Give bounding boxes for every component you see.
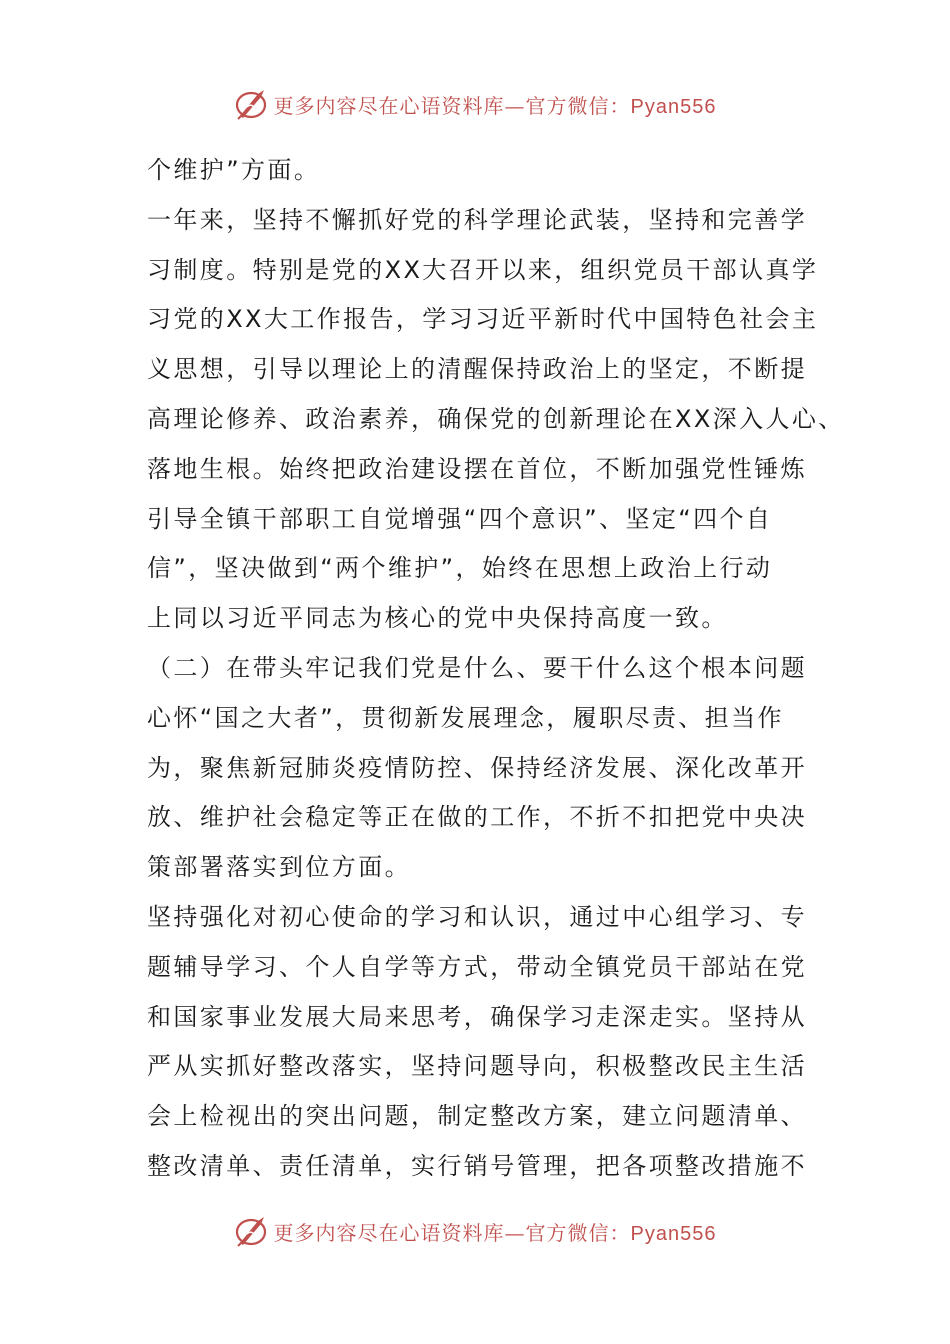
body-line: 上同以习近平同志为核心的党中央保持高度一致。 <box>147 604 728 633</box>
section-heading-line: （二）在带头牢记我们党是什么、要干什么这个根本问题 <box>147 653 807 682</box>
body-line: 一年来，坚持不懈抓好党的科学理论武装，坚持和完善学 <box>147 205 807 234</box>
body-line: 落地生根。始终把政治建设摆在首位，不断加强党性锤炼 <box>147 454 807 483</box>
body-line: 严从实抓好整改落实，坚持问题导向，积极整改民主生活 <box>147 1052 807 1081</box>
body-line: 放、维护社会稳定等正在做的工作，不折不扣把党中央决 <box>147 803 807 832</box>
footer-wechat-id: Pyan556 <box>630 1222 717 1245</box>
body-line: 和国家事业发展大局来思考，确保学习走深走实。坚持从 <box>147 1002 807 1031</box>
body-line: 题辅导学习、个人自学等方式，带动全镇党员干部站在党 <box>147 952 807 981</box>
body-line: 习制度。特别是党的XX大召开以来，组织党员干部认真学 <box>147 255 819 284</box>
footer-banner-label: 更多内容尽在心语资料库—官方微信： <box>273 1220 631 1245</box>
body-line: 心怀“国之大者”，贯彻新发展理念，履职尽责、担当作 <box>147 703 784 732</box>
header-banner-label: 更多内容尽在心语资料库—官方微信： <box>273 93 631 118</box>
body-line: 个维护”方面。 <box>147 156 321 184</box>
footer-banner <box>0 1211 950 1251</box>
body-line: 义思想，引导以理论上的清醒保持政治上的坚定，不断提 <box>147 355 807 384</box>
body-line: 整改清单、责任清单，实行销号管理，把各项整改措施不 <box>147 1151 807 1180</box>
body-line: 高理论修养、政治素养，确保党的创新理论在XX深入人心、 <box>147 404 845 433</box>
body-line: 引导全镇干部职工自觉增强“四个意识”、坚定“四个自 <box>147 504 773 533</box>
body-line: 策部署落实到位方面。 <box>147 853 411 882</box>
header-wechat-id: Pyan556 <box>630 95 717 118</box>
header-banner <box>0 84 950 124</box>
body-line: 坚持强化对初心使命的学习和认识，通过中心组学习、专 <box>147 902 807 931</box>
pen-logo-icon <box>234 1213 270 1249</box>
footer-banner-text <box>274 1217 717 1246</box>
body-line: 为，聚焦新冠肺炎疫情防控、保持经济发展、深化改革开 <box>147 753 807 782</box>
body-line: 信”，坚决做到“两个维护”，始终在思想上政治上行动 <box>147 554 773 583</box>
pen-logo-icon <box>234 86 270 122</box>
document-body <box>147 146 845 1192</box>
body-line: 习党的XX大工作报告，学习习近平新时代中国特色社会主 <box>147 305 819 334</box>
header-banner-text <box>274 90 717 119</box>
body-line: 会上检视出的突出问题，制定整改方案，建立问题清单、 <box>147 1102 807 1131</box>
